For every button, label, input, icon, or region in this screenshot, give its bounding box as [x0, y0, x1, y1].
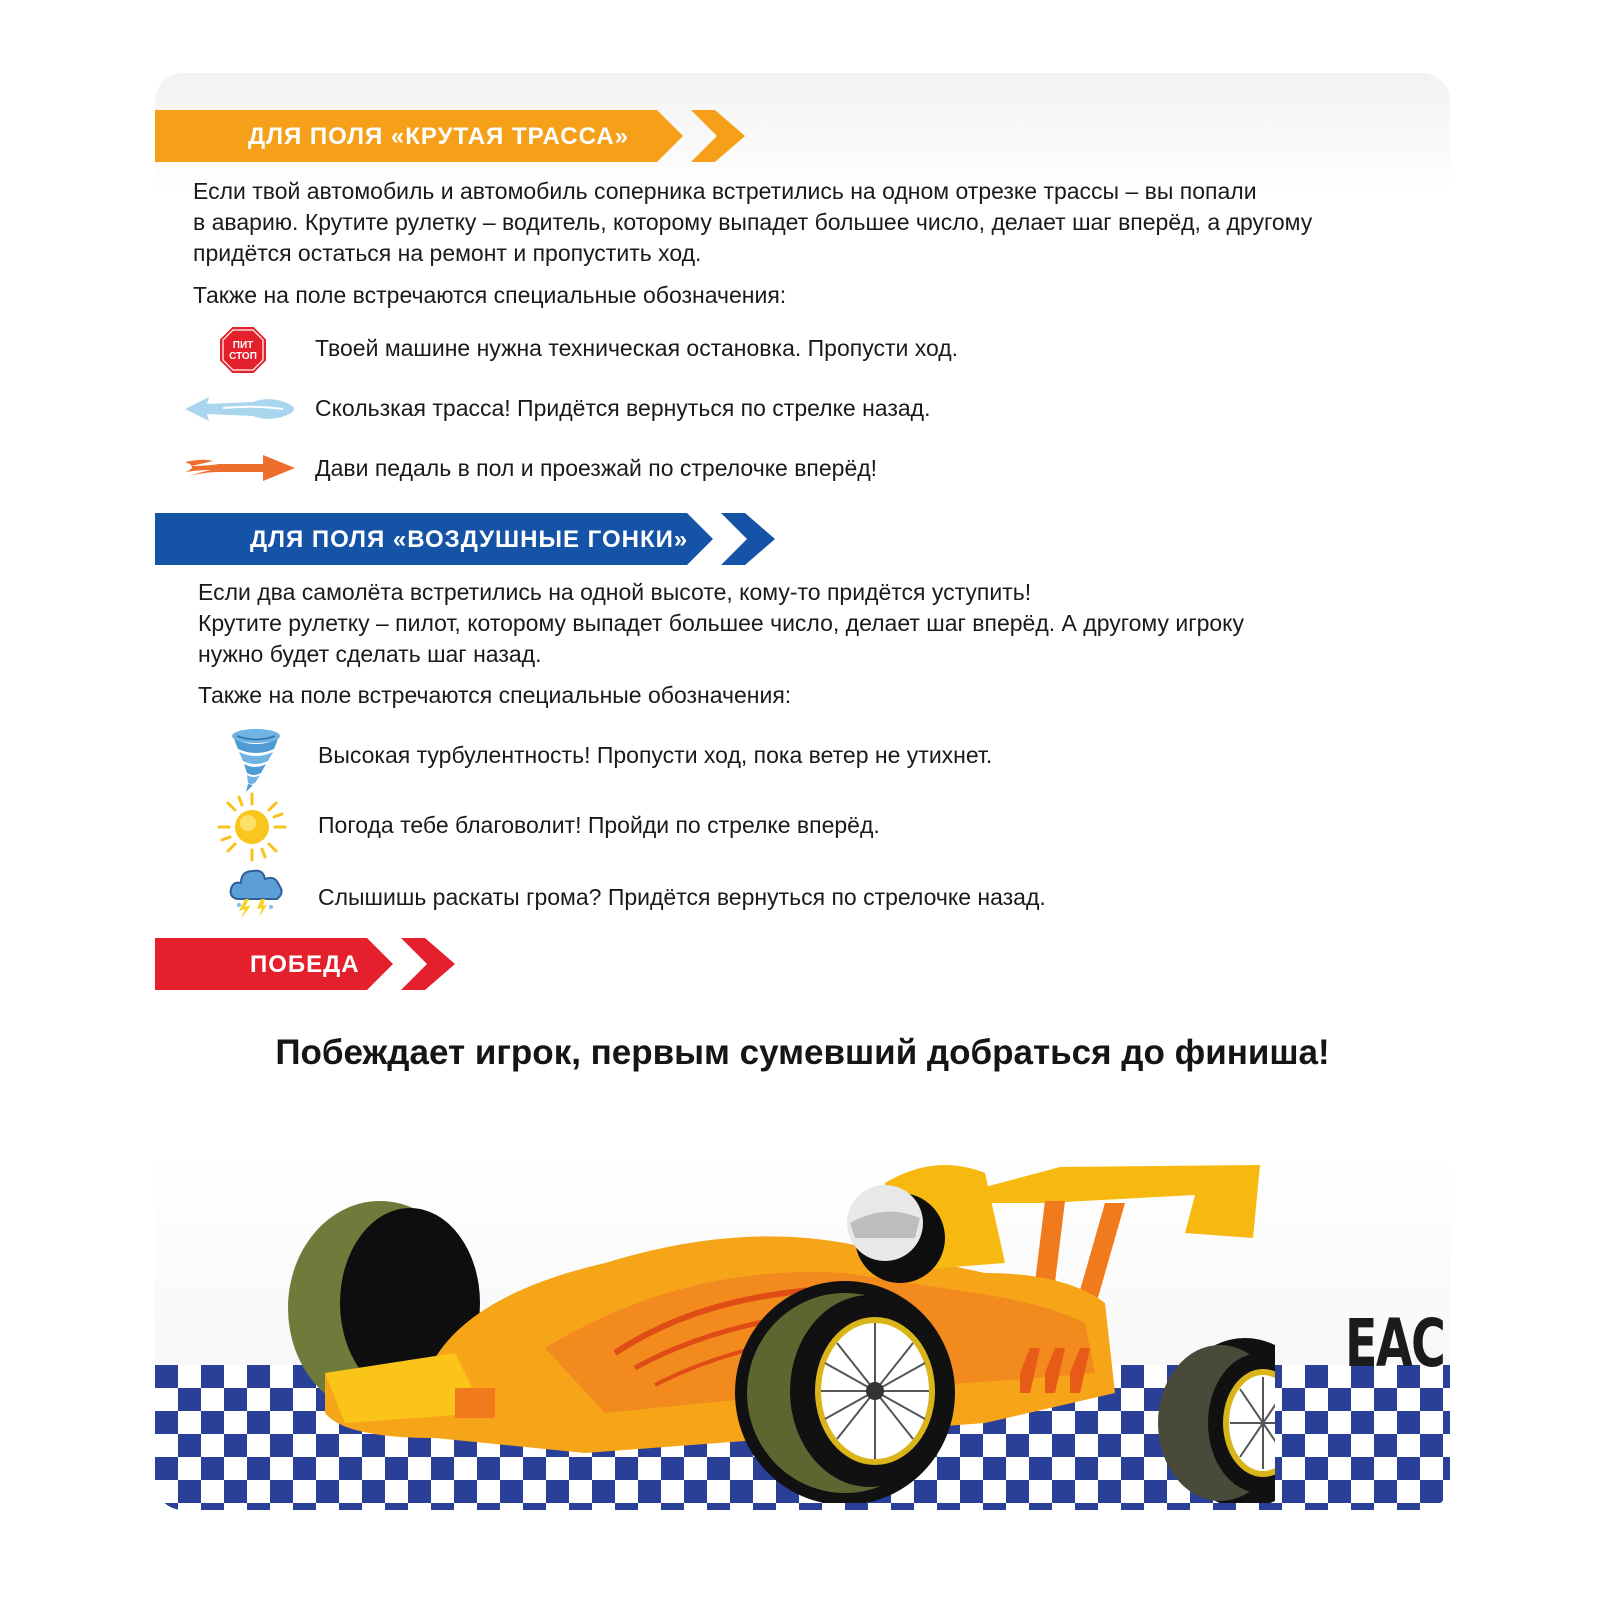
pit-stop-sign-icon [217, 324, 269, 376]
eac-mark: EAC [1345, 1305, 1445, 1382]
race-car-illustration [285, 1123, 1275, 1503]
track-banner [155, 110, 755, 162]
tornado-icon [229, 727, 283, 793]
win-banner-label: ПОБЕДА [250, 951, 360, 978]
svg-text:СТОП: СТОП [229, 351, 257, 362]
sun-icon [217, 792, 287, 862]
track-description-line: Если твой автомобиль и автомобиль соперника встретились на одном отрезке трассы – вы попали [193, 178, 1257, 204]
tornado-text: Высокая турбулентность! Пропусти ход, пока ветер не утихнет. [318, 742, 993, 768]
thunder-text: Слышишь раскаты грома? Придётся вернуться по стрелочке назад. [318, 884, 1046, 910]
win-condition-text: Побеждает игрок, первым сумевший добраться до финиша! [275, 1033, 1330, 1072]
win-banner [155, 938, 465, 990]
thunder-cloud-icon [227, 865, 285, 921]
air-description [198, 577, 1244, 670]
rules-card [155, 73, 1450, 1510]
air-banner [155, 513, 795, 565]
air-description-line: Если два самолёта встретились на одной высоте, кому-то придётся уступить! [198, 579, 1032, 605]
air-banner-label: ДЛЯ ПОЛЯ «ВОЗДУШНЫЕ ГОНКИ» [250, 526, 689, 553]
track-description-line: в аварию. Крутите рулетку – водитель, которому выпадет большее число, делает шаг вперёд, а другому [193, 209, 1313, 235]
air-description-line: Крутите рулетку – пилот, которому выпадет большее число, делает шаг вперёд. А другому игроку [198, 610, 1245, 636]
pit-stop-text: Твоей машине нужна техническая остановка. Пропусти ход. [315, 335, 959, 361]
track-description [193, 176, 1312, 269]
air-symbols-intro: Также на поле встречаются специальные обозначения: [198, 682, 792, 708]
track-description-line: придётся остаться на ремонт и пропустить ход. [193, 240, 702, 266]
air-description-line: нужно будет сделать шаг назад. [198, 641, 542, 667]
slippery-text: Скользкая трасса! Придётся вернуться по стрелке назад. [315, 395, 931, 421]
track-symbols-intro: Также на поле встречаются специальные обозначения: [193, 282, 787, 308]
track-banner-label: ДЛЯ ПОЛЯ «КРУТАЯ ТРАССА» [248, 123, 629, 150]
fire-arrow-text: Дави педаль в пол и проезжай по стрелочке вперёд! [315, 455, 878, 481]
sun-text: Погода тебе благоволит! Пройди по стрелке вперёд. [318, 812, 880, 838]
fire-arrow-icon [183, 450, 298, 486]
svg-text:ПИТ: ПИТ [232, 340, 254, 351]
slippery-arrow-icon [183, 391, 298, 427]
